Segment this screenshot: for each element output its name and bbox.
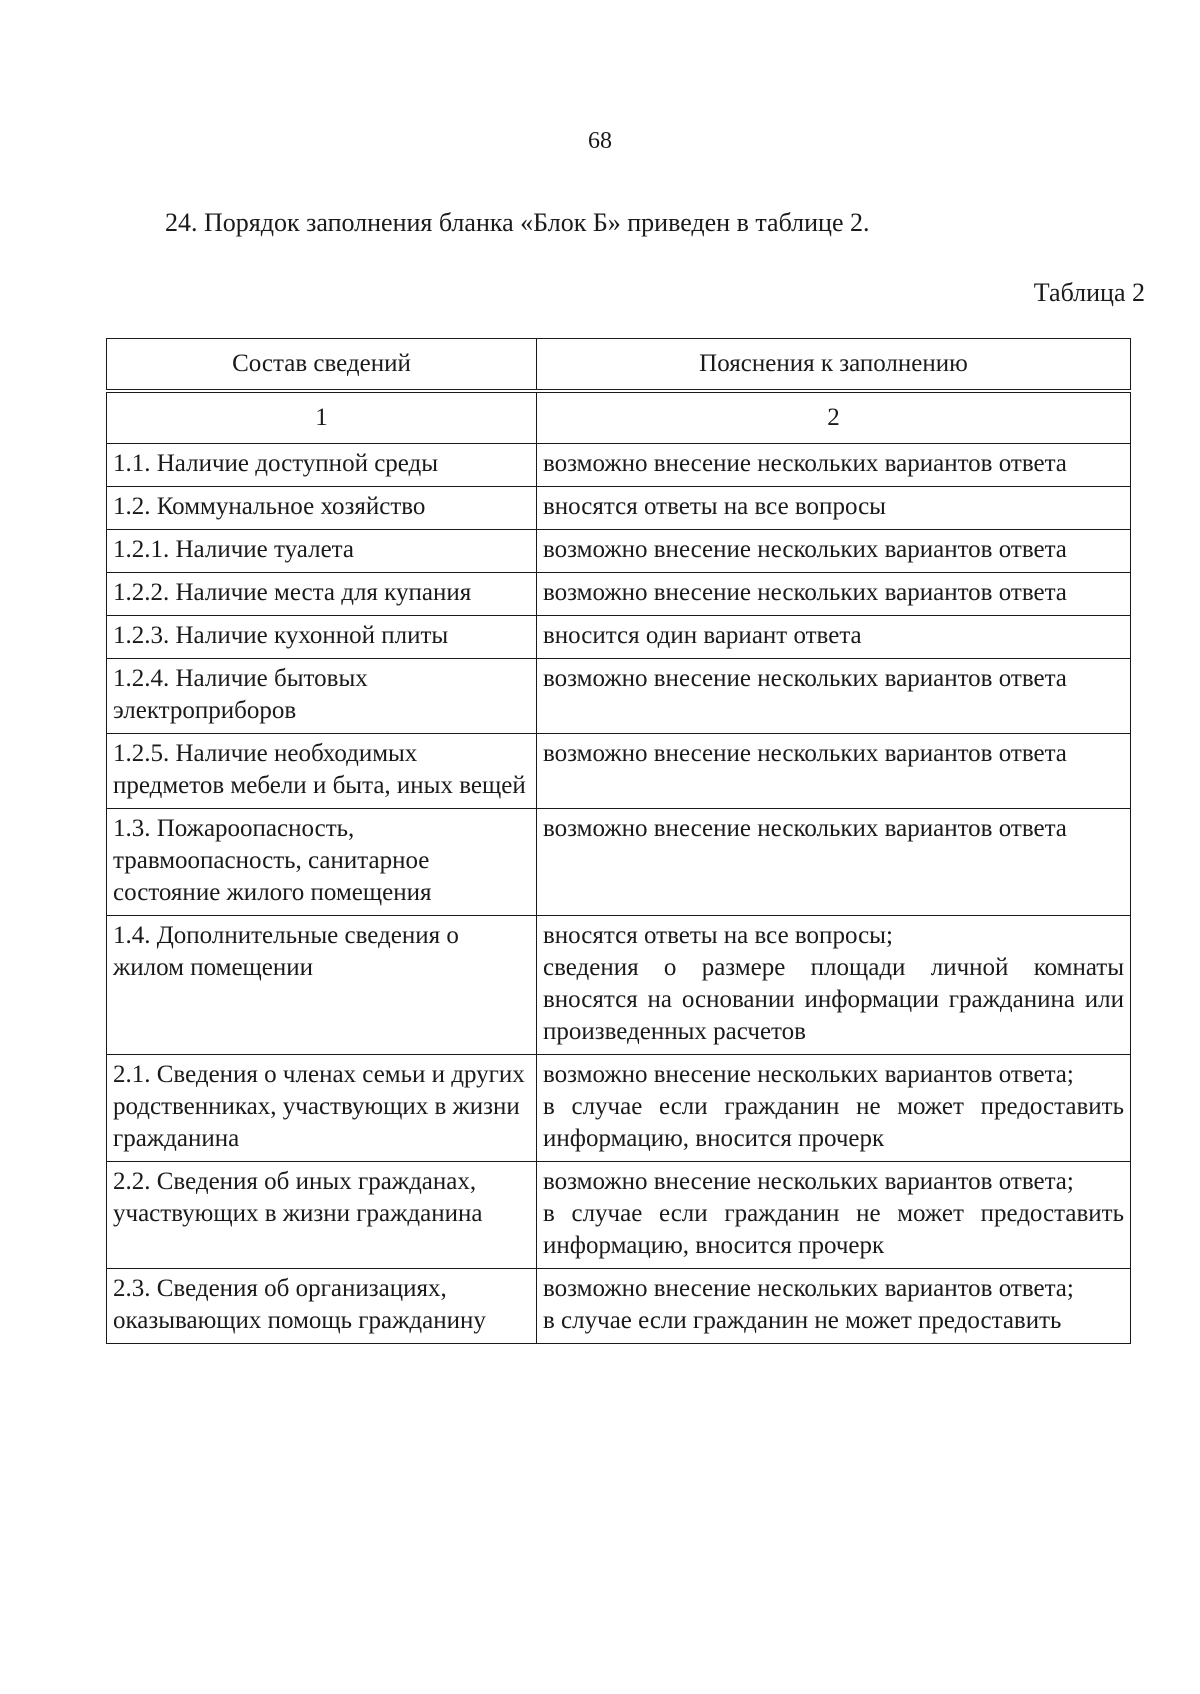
column-number-2: 2 bbox=[537, 391, 1131, 444]
explanation-line: возможно внесение нескольких вариантов ответа bbox=[543, 579, 1067, 606]
page-number: 68 bbox=[588, 128, 612, 154]
column-number-row bbox=[107, 391, 1131, 444]
table-row bbox=[107, 1162, 1131, 1269]
row-explanation-cell bbox=[537, 487, 1131, 530]
row-explanation-cell bbox=[537, 530, 1131, 573]
explanation-line: возможно внесение нескольких вариантов ответа; bbox=[543, 1061, 1074, 1088]
row-explanation-cell bbox=[537, 1055, 1131, 1162]
row-explanation-cell bbox=[537, 659, 1131, 734]
table-row bbox=[107, 530, 1131, 573]
header-cell-explanations: Пояснения к заполнению bbox=[537, 339, 1131, 392]
explanation-line: возможно внесение нескольких вариантов ответа bbox=[543, 450, 1067, 477]
row-item-cell: 1.4. Дополнительные сведения о жилом помещении bbox=[107, 916, 537, 1055]
row-item-cell: 2.3. Сведения об организациях, оказывающих помощь гражданину bbox=[107, 1269, 537, 1344]
explanation-line: вносятся ответы на все вопросы; bbox=[543, 922, 893, 949]
explanation-line: возможно внесение нескольких вариантов ответа bbox=[543, 740, 1067, 767]
row-explanation-cell bbox=[537, 616, 1131, 659]
row-explanation-cell bbox=[537, 1269, 1131, 1344]
explanation-line: возможно внесение нескольких вариантов ответа; bbox=[543, 1275, 1074, 1302]
intro-paragraph: 24. Порядок заполнения бланка «Блок Б» приведен в таблице 2. bbox=[165, 208, 870, 237]
table-row bbox=[107, 734, 1131, 809]
filling-rules-table bbox=[106, 338, 1131, 1344]
table-header-row bbox=[107, 339, 1131, 392]
explanation-line: сведения о размере площади личной комнаты вносятся на основании информации гражданина или произведенных расчетов bbox=[543, 954, 1124, 1045]
row-explanation-cell bbox=[537, 809, 1131, 916]
table-row bbox=[107, 659, 1131, 734]
explanation-line: возможно внесение нескольких вариантов ответа; bbox=[543, 1168, 1074, 1195]
table-caption: Таблица 2 bbox=[1033, 278, 1145, 307]
table-row bbox=[107, 573, 1131, 616]
explanation-line: вносится один вариант ответа bbox=[543, 622, 862, 649]
table-row bbox=[107, 1269, 1131, 1344]
row-item-cell: 1.3. Пожароопасность, травмоопасность, санитарное состояние жилого помещения bbox=[107, 809, 537, 916]
row-item-cell: 1.2. Коммунальное хозяйство bbox=[107, 487, 537, 530]
table-row bbox=[107, 616, 1131, 659]
explanation-line: вносятся ответы на все вопросы bbox=[543, 493, 886, 520]
explanation-line: в случае если гражданин не может предоставить bbox=[543, 1307, 1062, 1334]
table-row bbox=[107, 809, 1131, 916]
row-explanation-cell bbox=[537, 1162, 1131, 1269]
explanation-line: в случае если гражданин не может предоставить информацию, вносится прочерк bbox=[543, 1200, 1124, 1259]
column-number-1: 1 bbox=[107, 391, 537, 444]
row-item-cell: 1.2.4. Наличие бытовых электроприборов bbox=[107, 659, 537, 734]
explanation-line: возможно внесение нескольких вариантов ответа bbox=[543, 815, 1067, 842]
table-row bbox=[107, 444, 1131, 487]
explanation-line: возможно внесение нескольких вариантов ответа bbox=[543, 665, 1067, 692]
explanation-line: в случае если гражданин не может предоставить информацию, вносится прочерк bbox=[543, 1093, 1124, 1152]
row-item-cell: 1.2.1. Наличие туалета bbox=[107, 530, 537, 573]
table-row bbox=[107, 487, 1131, 530]
row-item-cell: 2.2. Сведения об иных гражданах, участвующих в жизни гражданина bbox=[107, 1162, 537, 1269]
row-item-cell: 1.2.5. Наличие необходимых предметов мебели и быта, иных вещей bbox=[107, 734, 537, 809]
header-cell-composition: Состав сведений bbox=[107, 339, 537, 392]
row-item-cell: 2.1. Сведения о членах семьи и других родственниках, участвующих в жизни гражданина bbox=[107, 1055, 537, 1162]
row-explanation-cell bbox=[537, 734, 1131, 809]
table-row bbox=[107, 1055, 1131, 1162]
row-explanation-cell bbox=[537, 916, 1131, 1055]
row-item-cell: 1.2.3. Наличие кухонной плиты bbox=[107, 616, 537, 659]
row-explanation-cell bbox=[537, 573, 1131, 616]
explanation-line: возможно внесение нескольких вариантов ответа bbox=[543, 536, 1067, 563]
row-explanation-cell bbox=[537, 444, 1131, 487]
row-item-cell: 1.1. Наличие доступной среды bbox=[107, 444, 537, 487]
row-item-cell: 1.2.2. Наличие места для купания bbox=[107, 573, 537, 616]
table-row bbox=[107, 916, 1131, 1055]
